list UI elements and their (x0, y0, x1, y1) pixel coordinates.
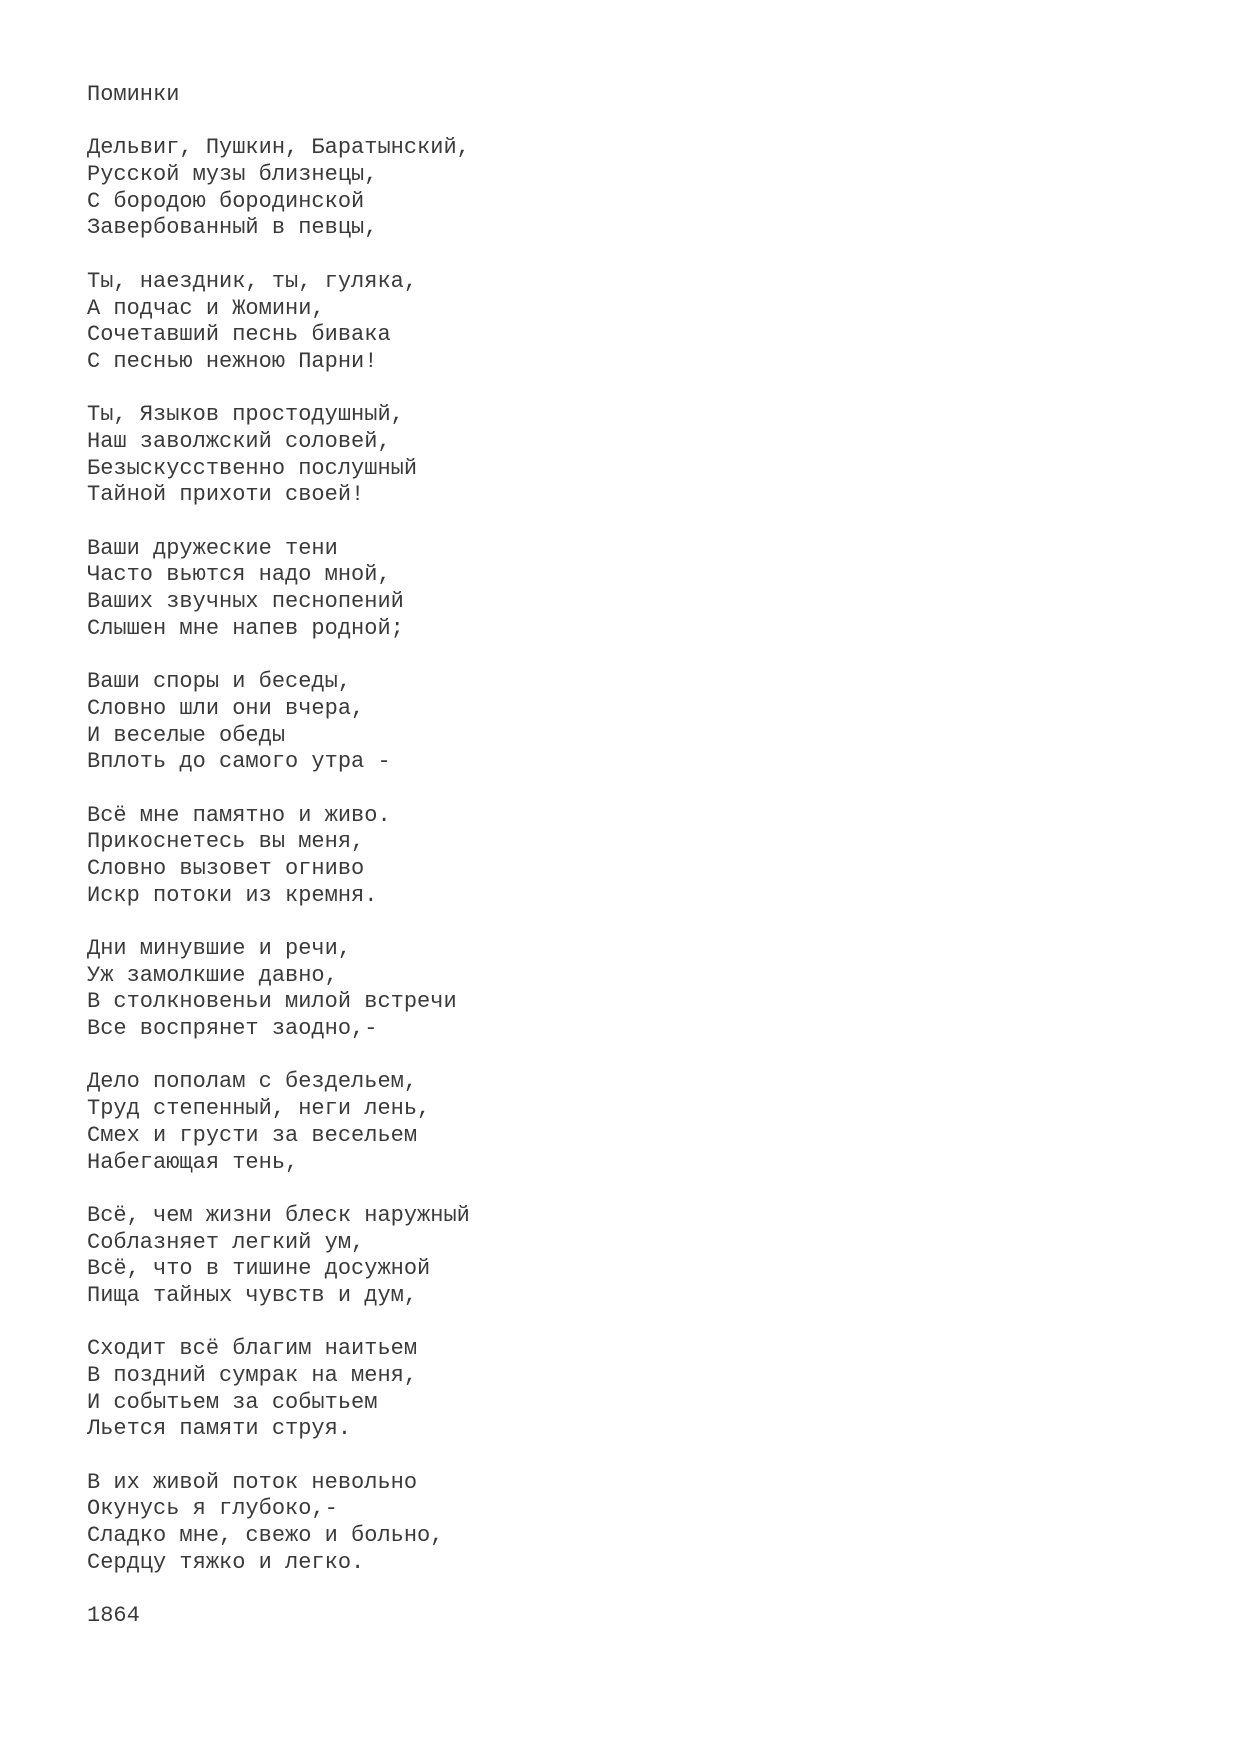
stanza-5 (87, 669, 1187, 776)
poem-line: Ты, наездник, ты, гуляка, (87, 268, 418, 294)
poem-line: Слышен мне напев родной; (87, 615, 404, 641)
poem-line: Часто вьются надо мной, (87, 562, 391, 588)
poem-line: Пища тайных чувств и дум, (87, 1282, 418, 1308)
poem-line: С бородою бородинской (87, 188, 365, 214)
poem-line: И веселые обеды (87, 722, 286, 748)
poem-line: Словно вызовет огниво (87, 855, 365, 881)
poem-line: Сходит всё благим наитьем (87, 1336, 418, 1362)
poem-line: Ваших звучных песнопений (87, 589, 404, 615)
stanza-7 (87, 936, 1187, 1043)
poem-line: Вплоть до самого утра - (87, 749, 391, 775)
stanza-8 (87, 1069, 1187, 1176)
poem-line: Ваши дружеские тени (87, 535, 338, 561)
stanza-11 (87, 1470, 1187, 1577)
poem-line: Дельвиг, Пушкин, Баратынский, (87, 135, 470, 161)
poem-line: В их живой поток невольно (87, 1469, 418, 1495)
poem-line: Набегающая тень, (87, 1149, 299, 1175)
poem-line: С песнью нежною Парни! (87, 348, 378, 374)
poem-line: Наш заволжский соловей, (87, 428, 391, 454)
poem-title: Поминки (87, 82, 180, 107)
poem-line: Сердцу тяжко и легко. (87, 1549, 365, 1575)
poem-line: Льется памяти струя. (87, 1416, 352, 1442)
poem-line: Всё мне памятно и живо. (87, 802, 391, 828)
poem-line: Все воспрянет заодно,- (87, 1016, 378, 1042)
stanza-9 (87, 1203, 1187, 1310)
poem-line: Труд степенный, неги лень, (87, 1096, 431, 1122)
poem-line: Завербованный в певцы, (87, 215, 378, 241)
poem-line: В поздний сумрак на меня, (87, 1363, 418, 1389)
poem-line: И событьем за событьем (87, 1389, 378, 1415)
poem-line: Сладко мне, свежо и больно, (87, 1523, 444, 1549)
stanza-10 (87, 1336, 1187, 1443)
poem-line: Сочетавший песнь бивака (87, 322, 391, 348)
poem-line: Соблазняет легкий ум, (87, 1229, 365, 1255)
poem-line: Русской музы близнецы, (87, 162, 378, 188)
poem-line: Смех и грусти за весельем (87, 1122, 418, 1148)
poem-line: Ваши споры и беседы, (87, 669, 352, 695)
stanza-4 (87, 536, 1187, 643)
poem-line: Дни минувшие и речи, (87, 936, 352, 962)
poem-line: Всё, что в тишине досужной (87, 1256, 431, 1282)
poem-line: Искр потоки из кремня. (87, 882, 378, 908)
stanza-1 (87, 135, 1187, 242)
poem-line: Окунусь я глубоко,- (87, 1496, 338, 1522)
poem-line: Словно шли они вчера, (87, 695, 365, 721)
stanza-2 (87, 269, 1187, 376)
poem-line: Безыскусственно послушный (87, 455, 418, 481)
stanza-6 (87, 803, 1187, 910)
poem-line: Ты, Языков простодушный, (87, 402, 404, 428)
poem-line: Тайной прихоти своей! (87, 482, 365, 508)
poem-line: В столкновеньи милой встречи (87, 989, 457, 1015)
poem-line: Уж замолкшие давно, (87, 962, 338, 988)
poem-date: 1864 (87, 1603, 140, 1629)
document-page (87, 82, 1187, 1630)
stanza-3 (87, 402, 1187, 509)
poem-line: Прикоснетесь вы меня, (87, 829, 365, 855)
poem-line: Всё, чем жизни блеск наружный (87, 1202, 470, 1228)
poem-line: Дело пополам с бездельем, (87, 1069, 418, 1095)
poem-line: А подчас и Жомини, (87, 295, 325, 321)
